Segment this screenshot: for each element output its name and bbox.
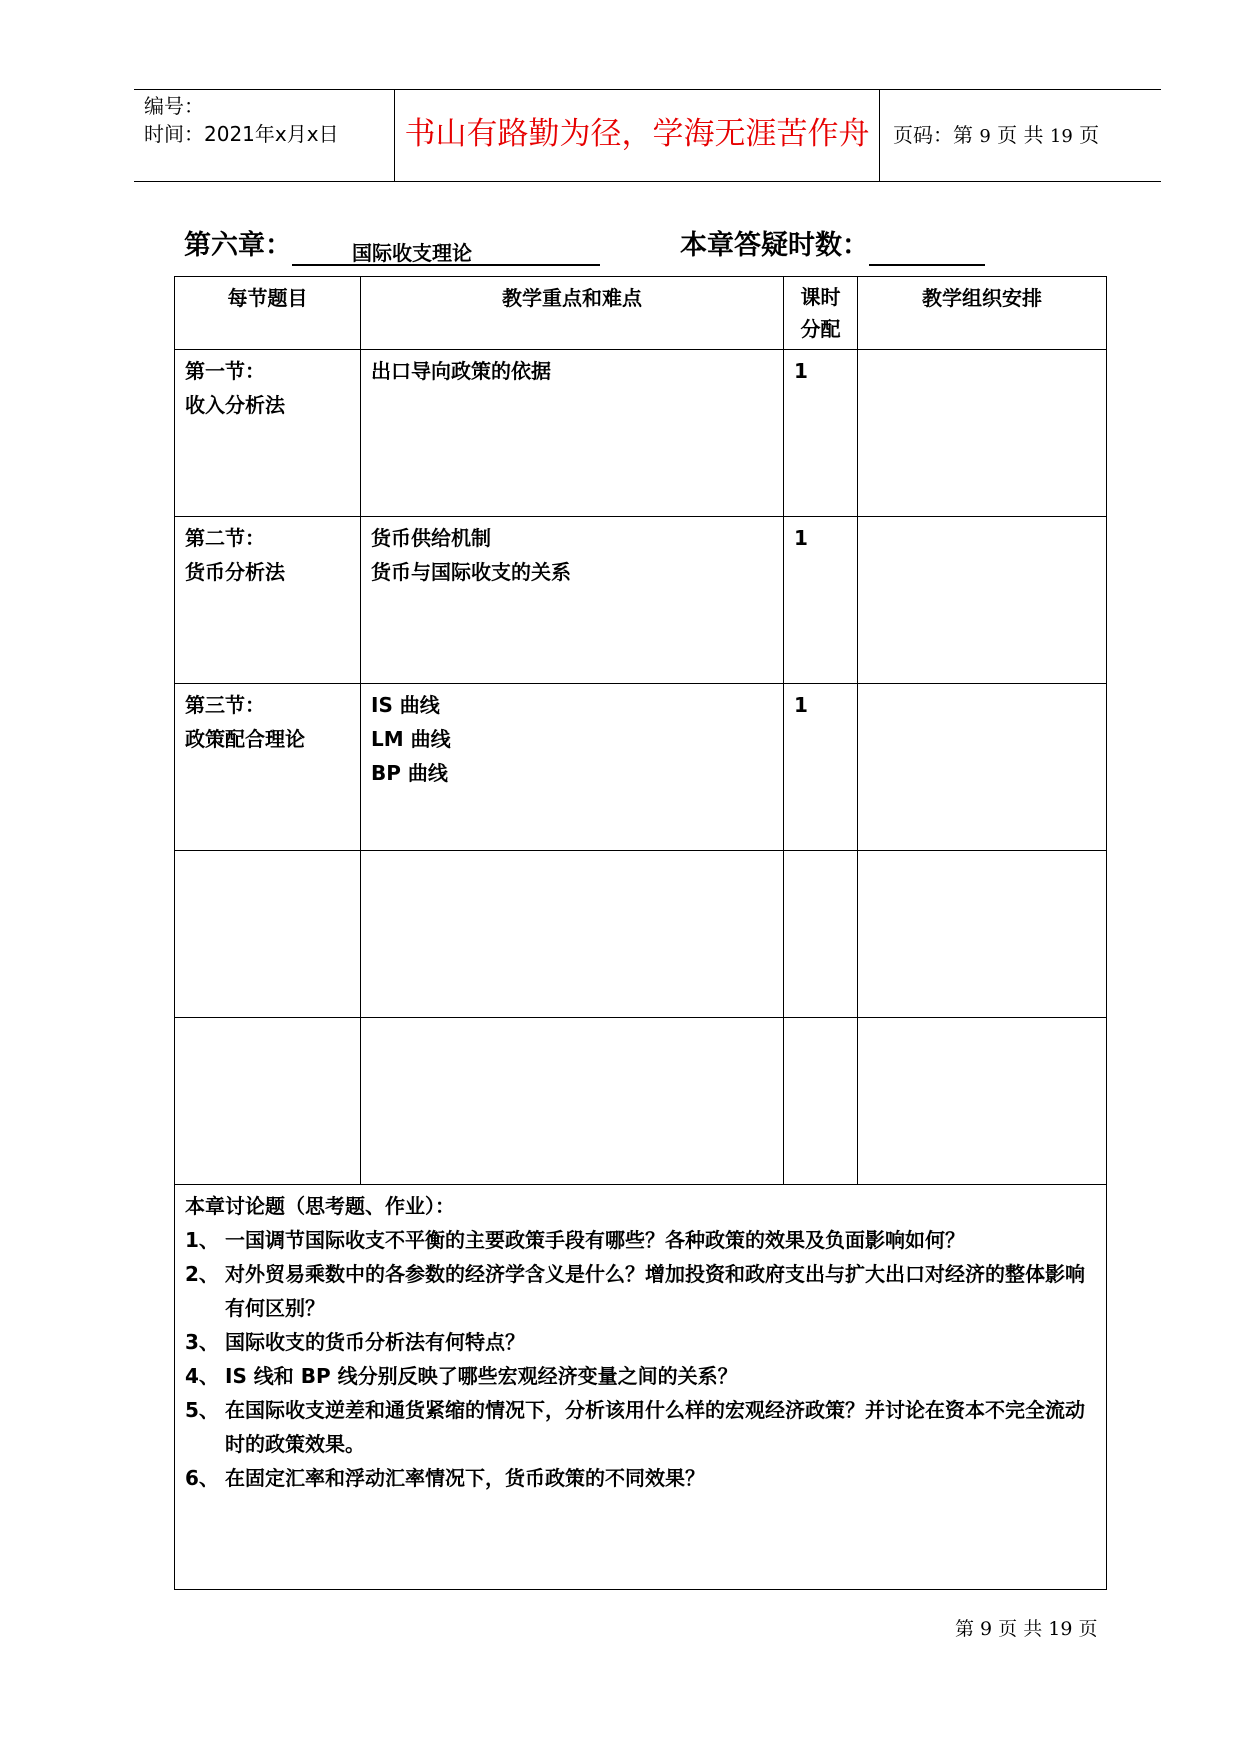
list-item: [185, 1325, 1096, 1359]
discussion-number: 3、: [185, 1330, 219, 1354]
header-meta: [144, 92, 339, 148]
header-key-points: 教学重点和难点: [361, 277, 784, 350]
organization-cell: [858, 684, 1107, 851]
header-organization: 教学组织安排: [858, 277, 1107, 350]
section-number: 第一节：: [185, 359, 265, 383]
header-hours-line1: 课时: [800, 285, 841, 309]
key-point: 货币供给机制: [371, 526, 491, 550]
section-cell: [175, 851, 361, 1018]
chapter-hours-label: 本章答疑时数：: [680, 230, 869, 261]
key-point: IS 曲线: [371, 693, 440, 717]
key-points-cell: [361, 517, 784, 684]
key-point: LM 曲线: [371, 727, 451, 751]
section-cell: [175, 684, 361, 851]
page-footer: 第 9 页 共 19 页: [955, 1618, 1098, 1640]
header-hours-line2: 分配: [800, 317, 841, 341]
header-divider-right: [879, 89, 880, 181]
key-point: 货币与国际收支的关系: [371, 560, 571, 584]
list-item: [185, 1359, 1096, 1393]
table-row-empty: [175, 1018, 1107, 1185]
discussion-number: 2、: [185, 1262, 219, 1286]
key-points-cell: [361, 851, 784, 1018]
organization-cell: [858, 517, 1107, 684]
section-title: 收入分析法: [185, 393, 285, 417]
header-motto: 书山有路勤为径，学海无涯苦作舟: [404, 116, 870, 152]
discussion-question: 在固定汇率和浮动汇率情况下，货币政策的不同效果？: [225, 1466, 705, 1490]
table-row-empty: [175, 851, 1107, 1018]
hours-cell: 1: [784, 684, 858, 851]
key-points-cell: [361, 684, 784, 851]
organization-cell: [858, 851, 1107, 1018]
organization-cell: [858, 350, 1107, 517]
key-point: 出口导向政策的依据: [371, 359, 551, 383]
chapter-hours: [680, 226, 985, 266]
hours-cell: [784, 851, 858, 1018]
chapter-title: [184, 226, 600, 266]
page-label-prefix: 页码：第: [893, 123, 973, 147]
list-item: [185, 1393, 1096, 1461]
chapter-label: 第六章：: [184, 230, 292, 261]
chapter-name: 国际收支理论: [352, 241, 472, 265]
key-point: BP 曲线: [371, 761, 448, 785]
discussion-row: [175, 1185, 1107, 1590]
section-number: 第三节：: [185, 693, 265, 717]
list-item: [185, 1223, 1096, 1257]
discussion-number: 5、: [185, 1398, 219, 1422]
syllabus-table: [174, 276, 1107, 1590]
key-points-cell: [361, 350, 784, 517]
organization-cell: [858, 1018, 1107, 1185]
discussion-cell: [175, 1185, 1107, 1590]
chapter-blank-before: [292, 232, 352, 266]
hours-cell: 1: [784, 350, 858, 517]
list-item: [185, 1461, 1096, 1495]
section-cell: [175, 517, 361, 684]
table-header-row: [175, 277, 1107, 350]
section-number: 第二节：: [185, 526, 265, 550]
discussion-question: 国际收支的货币分析法有何特点？: [225, 1330, 525, 1354]
header-hours: [784, 277, 858, 350]
list-item: [185, 1257, 1096, 1325]
discussion-question: IS 线和 BP 线分别反映了哪些宏观经济变量之间的关系？: [225, 1364, 738, 1388]
page-current: 9: [979, 126, 991, 147]
chapter-name-field: [352, 232, 600, 266]
section-cell: [175, 350, 361, 517]
discussion-question: 在国际收支逆差和通货紧缩的情况下，分析该用什么样的宏观经济政策？并讨论在资本不完全流动时的政策效果。: [225, 1398, 1085, 1456]
section-title: 政策配合理论: [185, 727, 305, 751]
key-points-cell: [361, 1018, 784, 1185]
discussion-number: 1、: [185, 1228, 219, 1252]
page-label-mid: 页 共: [997, 123, 1044, 147]
page-indicator: [893, 121, 1099, 151]
header-section: 每节题目: [175, 277, 361, 350]
number-label: 编号：: [144, 94, 204, 118]
page-label-suffix: 页: [1079, 123, 1100, 147]
hours-cell: 1: [784, 517, 858, 684]
discussion-question: 一国调节国际收支不平衡的主要政策手段有哪些？各种政策的效果及负面影响如何？: [225, 1228, 965, 1252]
header-top-rule: [134, 89, 1161, 90]
table-row: [175, 517, 1107, 684]
chapter-hours-blank: [869, 232, 985, 266]
table-row: [175, 350, 1107, 517]
header-divider-left: [394, 89, 395, 181]
discussion-title: 本章讨论题（思考题、作业）：: [185, 1194, 455, 1218]
header-bottom-rule: [134, 181, 1161, 182]
page-total: 19: [1049, 126, 1073, 147]
discussion-number: 6、: [185, 1466, 219, 1490]
hours-cell: [784, 1018, 858, 1185]
discussion-question: 对外贸易乘数中的各参数的经济学含义是什么？增加投资和政府支出与扩大出口对经济的整体影响有何区别？: [225, 1262, 1085, 1320]
table-row: [175, 684, 1107, 851]
discussion-number: 4、: [185, 1364, 219, 1388]
section-title: 货币分析法: [185, 560, 285, 584]
section-cell: [175, 1018, 361, 1185]
time-label: 时间：2021年x月x日: [144, 122, 339, 146]
